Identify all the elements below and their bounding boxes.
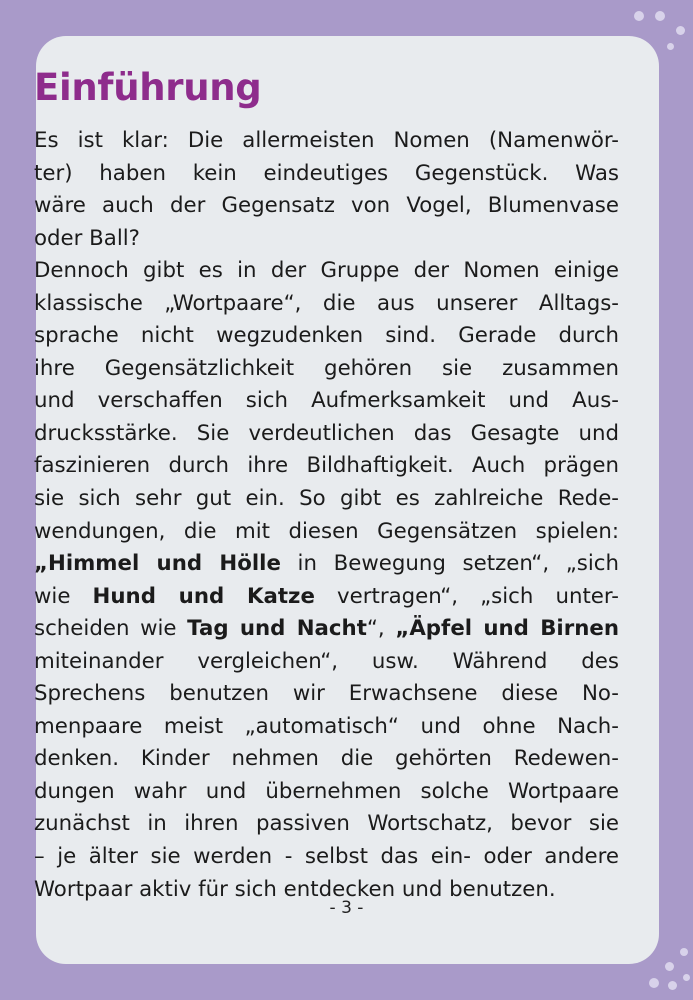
text-run: miteinander vergleichen“, usw. Während des [34, 648, 619, 674]
text-run: wäre auch der Gegensatz von Vogel, Blumenvase [34, 193, 619, 219]
page-number: - 3 - [329, 898, 364, 918]
body-line [34, 125, 619, 158]
text-run: und verschaffen sich Aufmerksamkeit und Aus- [34, 388, 619, 414]
text-run: “, [366, 616, 396, 642]
text-run: drucksstärke. Sie verdeutlichen das Gesagte und [34, 420, 619, 446]
decorative-dot [655, 11, 665, 21]
body-line [34, 190, 619, 223]
body-line [34, 711, 619, 744]
text-run: – je älter sie werden - selbst das ein- oder andere [34, 844, 619, 870]
page-title: Einführung [34, 66, 262, 109]
text-run: Dennoch gibt es in der Gruppe der Nomen einige [34, 258, 619, 284]
text-run: sprache nicht wegzudenken sind. Gerade durch [34, 323, 619, 349]
text-run: klassische „Wortpaare“, die aus unserer Alltags- [34, 290, 619, 316]
body-line [34, 418, 619, 451]
text-run: scheiden wie [34, 616, 188, 642]
body-line [34, 288, 619, 321]
text-run: denken. Kinder nehmen die gehörten Redewen- [34, 746, 619, 772]
decorative-dot [665, 962, 674, 971]
decorative-dot [668, 981, 677, 990]
text-run: menpaare meist „automatisch“ und ohne Nach- [34, 713, 619, 739]
body-line [34, 385, 619, 418]
decorative-dot [649, 978, 659, 988]
decorative-dot [680, 948, 688, 956]
text-run: dungen wahr und übernehmen solche Wortpaare [34, 778, 619, 804]
body-line [34, 483, 619, 516]
body-line [34, 320, 619, 353]
body-line [34, 743, 619, 776]
bold-phrase: „Äpfel und Birnen [395, 616, 620, 642]
body-line [34, 223, 619, 256]
text-run: sie sich sehr gut ein. So gibt es zahlreiche Rede- [34, 486, 619, 512]
body-line [34, 678, 619, 711]
body-text [34, 125, 619, 906]
text-run: vertragen“, „sich unter- [314, 583, 619, 609]
body-line [34, 646, 619, 679]
decorative-dot [676, 26, 685, 35]
text-run: Es ist klar: Die allermeisten Nomen (Namenwör- [34, 128, 619, 153]
decorative-dot [667, 43, 674, 50]
decorative-dot [634, 11, 644, 21]
body-line [34, 255, 619, 288]
body-line [34, 581, 619, 614]
text-run: wie [34, 583, 93, 609]
text-run: zunächst in ihren passiven Wortschatz, bevor sie [34, 811, 619, 837]
body-line [34, 353, 619, 386]
body-line [34, 776, 619, 809]
body-line [34, 841, 619, 874]
bold-phrase: „Himmel und Hölle [34, 551, 281, 577]
text-run: ter) haben kein eindeutiges Gegenstück. Was [34, 160, 619, 186]
text-run: Wortpaar aktiv für sich entdecken und benutzen. [34, 876, 556, 902]
text-run: ihre Gegensätzlichkeit gehören sie zusammen [34, 355, 619, 381]
decorative-dot [683, 974, 690, 981]
body-line [34, 516, 619, 549]
body-line [34, 450, 619, 483]
bold-phrase: Tag und Nacht [187, 616, 367, 642]
body-line [34, 808, 619, 841]
bold-phrase: Hund und Katze [92, 583, 315, 609]
body-line [34, 158, 619, 191]
text-run: wendungen, die mit diesen Gegensätzen spielen: [34, 518, 619, 544]
text-run: oder Ball? [34, 225, 140, 251]
text-run: in Bewegung setzen“, „sich [280, 551, 619, 577]
text-run: Sprechens benutzen wir Erwachsene diese No- [34, 681, 619, 707]
text-run: faszinieren durch ihre Bildhaftigkeit. Auch prägen [34, 453, 619, 479]
body-line [34, 548, 619, 581]
body-line [34, 613, 619, 646]
